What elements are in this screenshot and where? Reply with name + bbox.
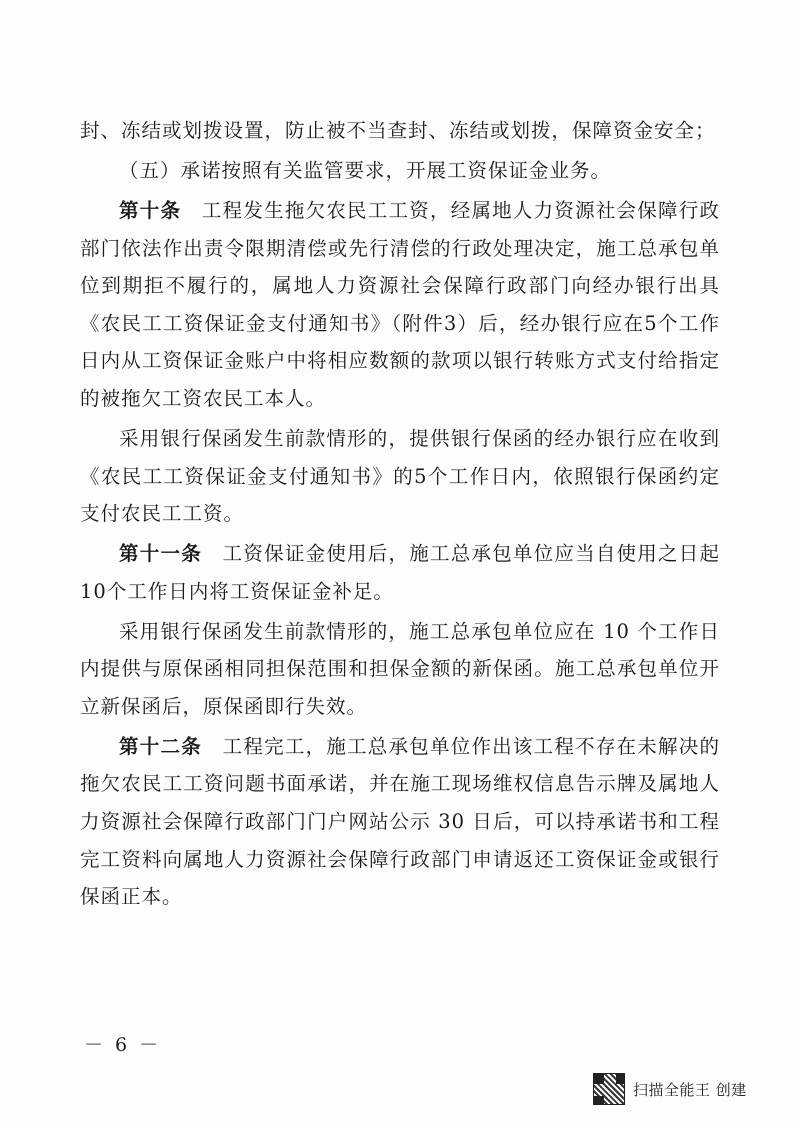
paragraph-text: 工资保证金使用后，施工总承包单位应当自使用之日起10个工作日内将工资保证金补足。 xyxy=(80,542,720,603)
paragraph-text: 封、冻结或划拨设置，防止被不当查封、冻结或划拨，保障资金安全； xyxy=(80,119,716,142)
article-heading: 第十条 xyxy=(119,198,182,222)
scanner-watermark xyxy=(593,1072,783,1106)
paragraph-text: （五）承诺按照有关监管要求，开展工资保证金业务。 xyxy=(119,158,612,182)
article-10 xyxy=(80,192,720,418)
paragraph-text: 采用银行保函发生前款情形的，施工总承包单位应在 10 个工作日内提供与原保函相同担保范围和担保金额的新保函。施工总承包单位开立新保函后，原保函即行失效。 xyxy=(80,619,720,718)
page-number: － 6 － xyxy=(84,1034,162,1056)
paragraph-6 xyxy=(80,613,720,726)
paragraph-text: 采用银行保函发生前款情形的，提供银行保函的经办银行应在收到《农民工工资保证金支付通知书》的5个工作日内，依照银行保函约定支付农民工工资。 xyxy=(80,426,720,526)
paragraph-text: 工程发生拖欠农民工工资，经属地人力资源社会保障行政部门依法作出责令限期清偿或先行清偿的行政处理决定，施工总承包单位到期拒不履行的，属地人力资源社会保障行政部门向经办银行出具《农民工工资保证金支付通知书》（附件3）后，经办银行应在5个工作日内从工资保证金账户中将相应数额的款项以银行转账方式支付给指定的被拖欠工资农民工本人。 xyxy=(80,198,720,410)
document-body xyxy=(80,112,720,918)
article-heading: 第十二条 xyxy=(119,734,202,758)
paragraph-text: 工程完工，施工总承包单位作出该工程不存在未解决的拖欠农民工工资问题书面承诺，并在施工现场维权信息告示牌及属地人力资源社会保障行政部门门户网站公示 30 日后，可以持承诺书和工程完工资料向属地人力资源社会保障行政部门申请返还工资保证金或银行保函正本。 xyxy=(80,734,720,909)
qr-code-icon xyxy=(593,1073,625,1105)
article-heading: 第十一条 xyxy=(119,542,202,566)
paragraph-1 xyxy=(80,112,720,150)
scanner-label: 扫描全能王 创建 xyxy=(633,1080,747,1099)
paragraph-4 xyxy=(80,420,720,533)
paragraph-2 xyxy=(80,152,720,190)
article-12 xyxy=(80,728,720,916)
article-11 xyxy=(80,535,720,610)
